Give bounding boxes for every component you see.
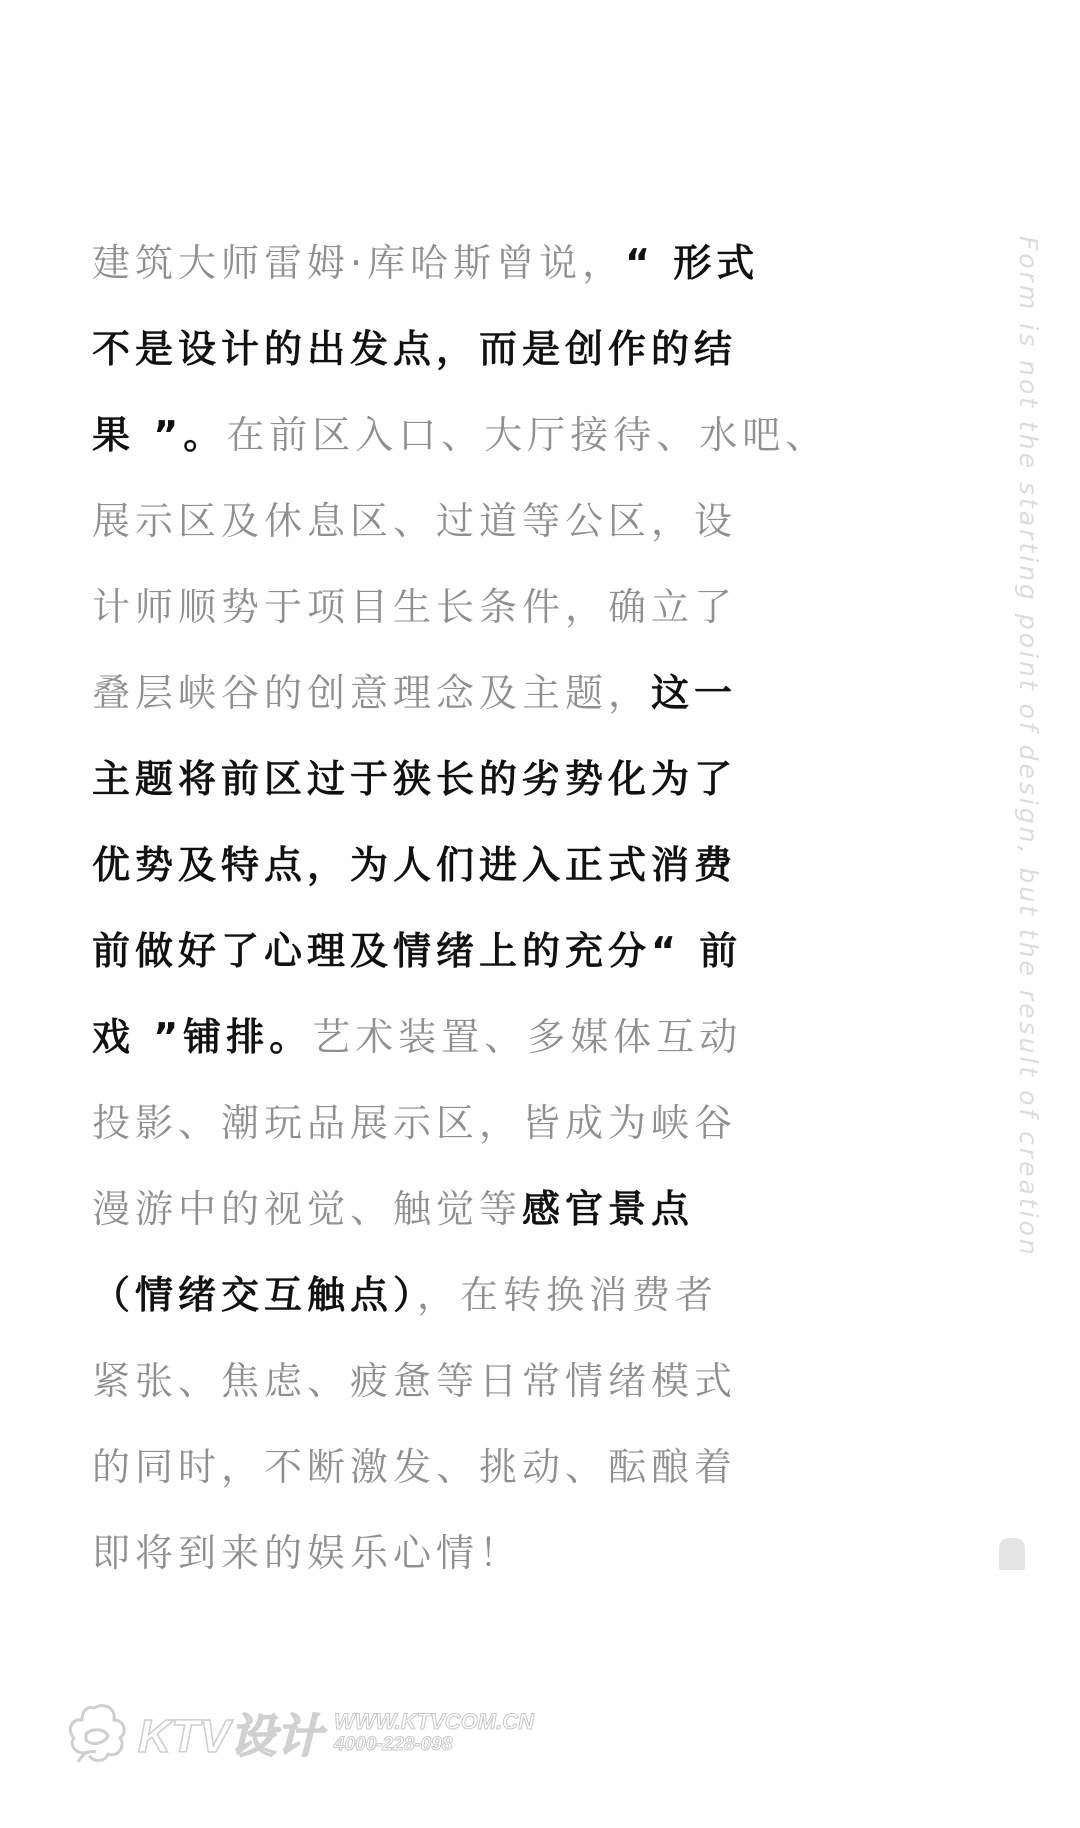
bold-text-segment: 优势及特点，为人们进入正式消费: [92, 843, 738, 887]
text-line: [92, 822, 772, 908]
text-segment: 叠层峡谷的创意理念及主题，: [92, 671, 652, 715]
text-line: [92, 1424, 772, 1510]
text-segment: 计师顺势于项目生长条件，确立了: [92, 585, 738, 629]
bold-text-segment: 不是设计的出发点，而是创作的结: [92, 327, 738, 371]
bold-text-segment: 戏 ”铺排。: [92, 1015, 313, 1059]
text-line: [92, 1252, 772, 1338]
text-segment: ，在转换消费者: [417, 1273, 719, 1317]
article-body: [92, 220, 829, 1596]
text-line: [92, 908, 772, 994]
bold-text-segment: 前做好了心理及情绪上的充分“ 前: [92, 929, 743, 973]
text-line: [92, 736, 772, 822]
flower-face-logo-icon: [64, 1700, 130, 1766]
text-segment: 投影、潮玩品展示区，皆成为峡谷: [92, 1101, 738, 1145]
text-segment: 建筑大师雷姆·库哈斯曾说，: [92, 241, 626, 285]
text-segment: 漫游中的视觉、触觉等: [92, 1187, 523, 1231]
bold-text-segment: 这一: [651, 671, 738, 715]
bold-text-segment: （情绪交互触点）: [92, 1273, 418, 1317]
side-decoration: [999, 1538, 1025, 1570]
text-line: [92, 650, 772, 736]
text-segment: 紧张、焦虑、疲惫等日常情绪模式: [92, 1359, 738, 1403]
text-segment: 展示区及休息区、过道等公区，设: [92, 499, 738, 543]
text-line: [92, 478, 772, 564]
text-line: [92, 564, 772, 650]
bold-text-segment: 果 ”。: [92, 413, 227, 457]
bold-text-segment: 主题将前区过于狭长的劣势化为了: [92, 757, 738, 801]
brand-url: WWW.KTVCOM.CN: [334, 1709, 534, 1734]
side-caption: Form is not the starting point of design, but the result of creation: [1014, 236, 1043, 1258]
text-segment: 艺术装置、多媒体互动: [312, 1015, 743, 1059]
footer-logo: [64, 1698, 534, 1768]
text-line: [92, 1166, 772, 1252]
brand-phone: 4000-228-098: [334, 1734, 453, 1755]
text-line: [92, 1080, 772, 1166]
text-segment: 的同时，不断激发、挑动、酝酿着: [92, 1445, 738, 1489]
text-line: [92, 1338, 772, 1424]
text-line: [92, 1510, 772, 1596]
text-line: [92, 220, 772, 306]
bold-text-segment: “ 形式: [625, 241, 760, 285]
text-segment: 即将到来的娱乐心情！: [92, 1531, 523, 1575]
text-line: [92, 306, 772, 392]
text-line: [92, 392, 829, 478]
brand-contact: [334, 1710, 534, 1756]
bold-text-segment: 感官景点: [522, 1187, 695, 1231]
brand-name: KTV设计: [138, 1710, 322, 1762]
text-segment: 在前区入口、大厅接待、水吧、: [226, 413, 829, 457]
text-line: [92, 994, 772, 1080]
